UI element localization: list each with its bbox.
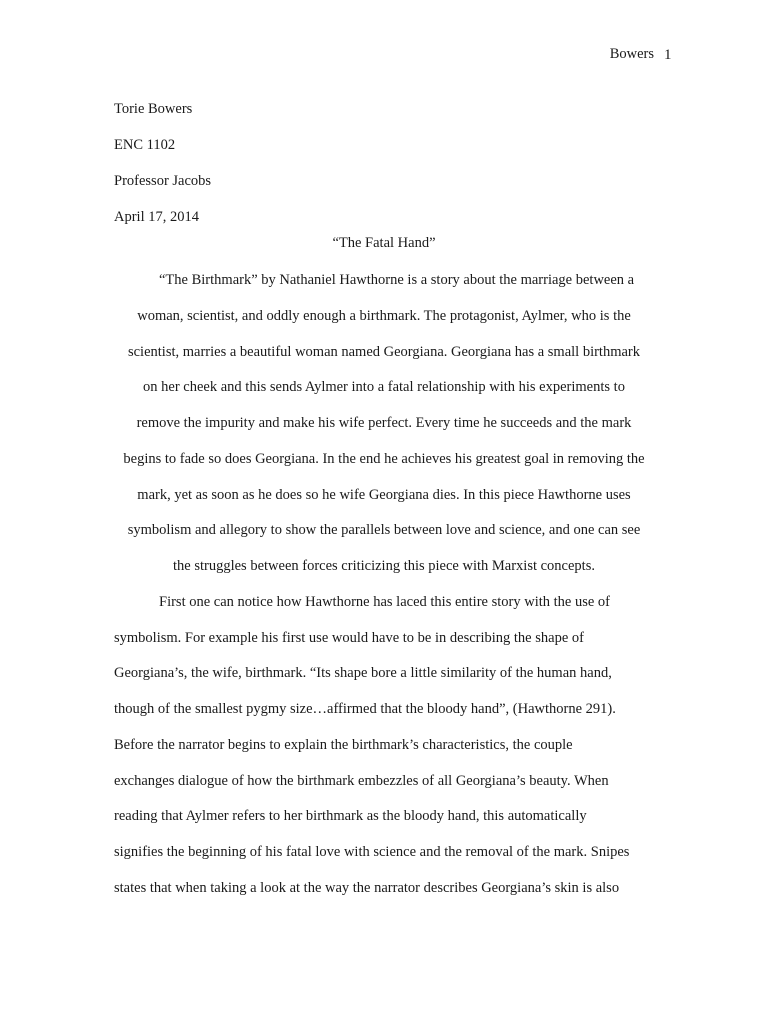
- body-line: First one can notice how Hawthorne has laced this entire story with the use of: [159, 593, 610, 610]
- body-line: states that when taking a look at the way the narrator describes Georgiana’s skin is also: [114, 879, 620, 896]
- body-line: symbolism and allegory to show the parallels between love and science, and one can see: [127, 522, 641, 539]
- running-header: [609, 46, 672, 63]
- body-line: woman, scientist, and oddly enough a birthmark. The protagonist, Aylmer, who is the: [137, 307, 631, 324]
- student-name: Torie Bowers: [114, 101, 193, 117]
- body-line: the struggles between forces criticizing this piece with Marxist concepts.: [173, 558, 595, 574]
- body-line: mark, yet as soon as he does so he wife Georgiana dies. In this piece Hawthorne uses: [137, 486, 631, 503]
- body-line: exchanges dialogue of how the birthmark embezzles of all Georgiana’s beauty. When: [114, 772, 609, 789]
- body-line: reading that Aylmer refers to her birthmark as the bloody hand, this automatically: [114, 808, 587, 825]
- course-name: ENC 1102: [114, 137, 176, 153]
- mla-heading: [114, 91, 211, 235]
- page-number: 1: [664, 47, 672, 63]
- body-line: symbolism. For example his first use would have to be in describing the shape of: [114, 629, 584, 646]
- body-line: “The Birthmark” by Nathaniel Hawthorne is a story about the marriage between a: [159, 272, 635, 288]
- body-line: begins to fade so does Georgiana. In the end he achieves his greatest goal in removing the: [123, 450, 645, 467]
- body-line: on her cheek and this sends Aylmer into a fatal relationship with his experiments to: [143, 379, 625, 396]
- essay-date: April 17, 2014: [114, 209, 199, 225]
- body-line: signifies the beginning of his fatal love with science and the removal of the mark. Snipes: [114, 844, 630, 860]
- professor-name: Professor Jacobs: [114, 173, 212, 189]
- header-author-surname: Bowers: [609, 46, 654, 62]
- body-line: remove the impurity and make his wife perfect. Every time he succeeds and the mark: [136, 415, 632, 431]
- body-line: Before the narrator begins to explain the birthmark’s characteristics, the couple: [114, 736, 573, 753]
- essay-title: “The Fatal Hand”: [332, 235, 436, 251]
- body-line: scientist, marries a beautiful woman named Georgiana. Georgiana has a small birthmark: [127, 343, 641, 360]
- essay-body: [114, 270, 654, 914]
- body-line: though of the smallest pygmy size…affirmed that the bloody hand”, (Hawthorne 291).: [114, 701, 616, 717]
- body-line: Georgiana’s, the wife, birthmark. “Its shape bore a little similarity of the human hand,: [114, 665, 612, 682]
